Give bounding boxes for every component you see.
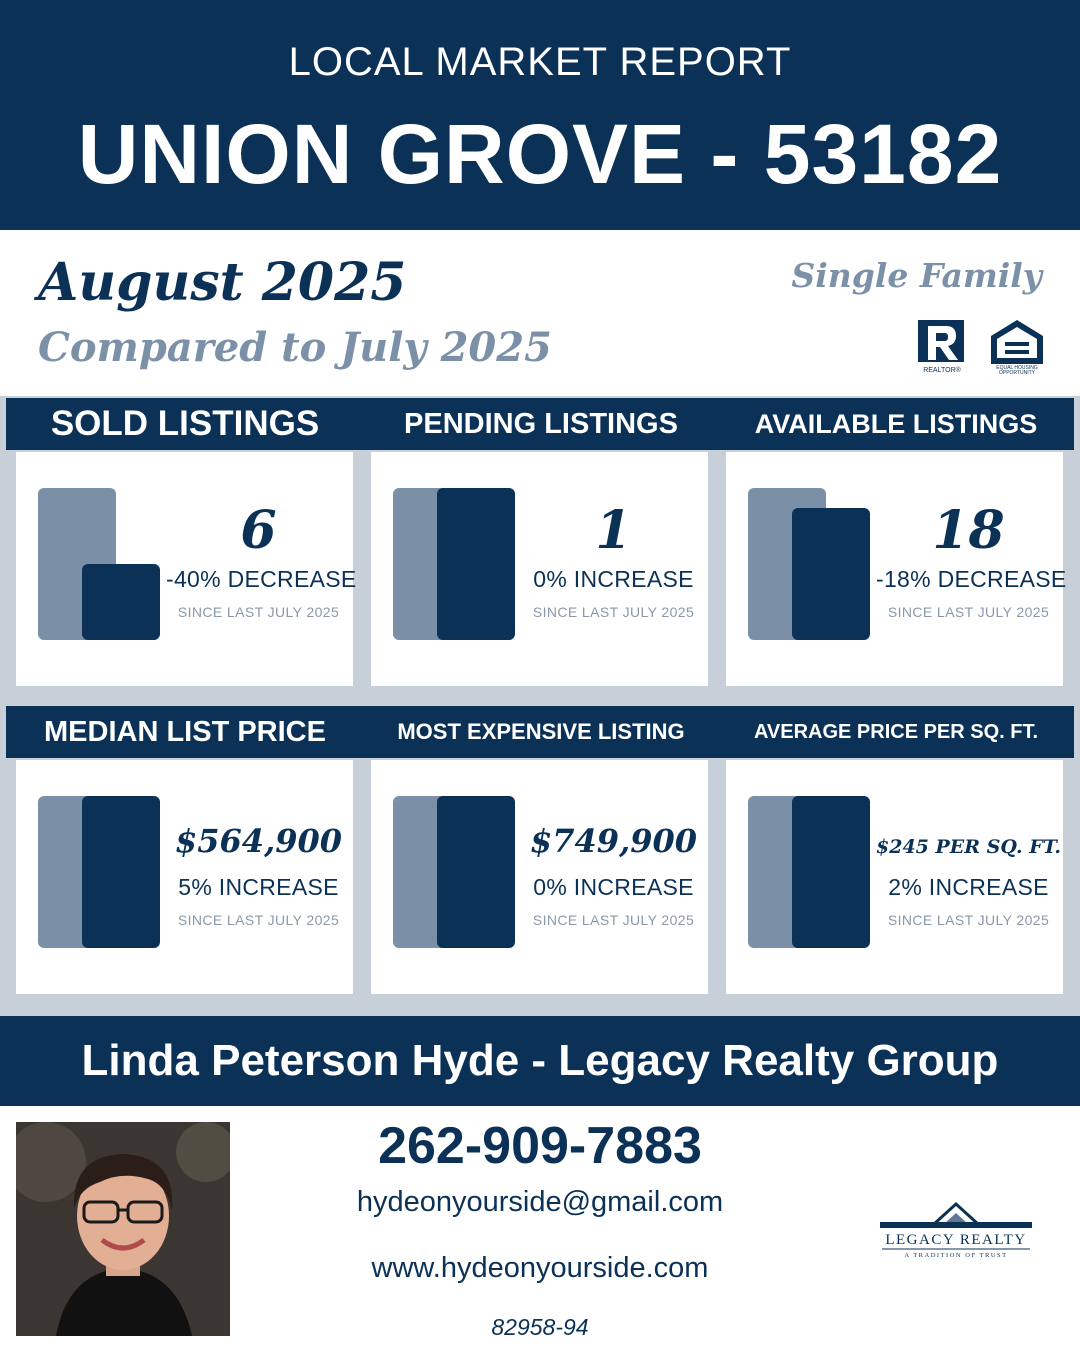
realtor-logo-icon — [916, 318, 972, 374]
agent-phone[interactable]: 262-909-7883 — [378, 1117, 702, 1175]
sqft-current-bar — [792, 796, 870, 948]
available-current-bar — [792, 508, 870, 640]
report-month: August 2025 — [38, 252, 407, 313]
stats-band — [0, 396, 1080, 1016]
legacy-realty-logo-icon — [878, 1200, 1034, 1260]
sold-listings-value: 6 — [240, 500, 277, 561]
avg-price-sqft-title: AVERAGE PRICE PER SQ. FT. — [753, 721, 1039, 743]
median-list-price-card — [16, 760, 353, 994]
realtor-logo-text: REALTOR® — [923, 367, 961, 374]
stats-row1-header — [6, 398, 1074, 450]
report-city-title: UNION GROVE - 53182 — [77, 107, 1003, 201]
median-current-bar — [82, 796, 160, 948]
sold-listings-card — [16, 452, 357, 686]
sold-listings-title: SOLD LISTINGS — [50, 404, 320, 443]
most-expensive-listing-since: SINCE LAST JULY 2025 — [532, 912, 695, 928]
agent-website[interactable]: www.hydeonyourside.com — [371, 1252, 709, 1284]
available-listings-card — [726, 452, 1067, 686]
available-listings-change: -18% DECREASE — [876, 566, 1067, 592]
pending-listings-card — [371, 452, 708, 686]
pending-listings-since: SINCE LAST JULY 2025 — [532, 604, 695, 620]
comparison-period: Compared to July 2025 — [38, 324, 552, 371]
brokerage-tagline: A TRADITION OF TRUST — [904, 1252, 1008, 1259]
agent-banner: Linda Peterson Hyde - Legacy Realty Group — [0, 1016, 1080, 1106]
most-expensive-listing-title: MOST EXPENSIVE LISTING — [397, 719, 685, 744]
pending-listings-change: 0% INCREASE — [533, 566, 694, 592]
median-list-price-change: 5% INCREASE — [178, 874, 339, 900]
agent-portrait-icon — [16, 1122, 230, 1336]
property-type: Single Family — [791, 256, 1042, 295]
avg-price-sqft-card — [726, 760, 1063, 994]
equal-housing-icon — [988, 318, 1046, 374]
most-expensive-listing-value: $749,900 — [530, 822, 697, 860]
report-header — [0, 0, 1080, 230]
pending-listings-value: 1 — [595, 500, 632, 561]
most-expensive-listing-change: 0% INCREASE — [533, 874, 694, 900]
sold-listings-change: -40% DECREASE — [166, 566, 357, 592]
median-list-price-value: $564,900 — [175, 822, 342, 860]
sold-current-bar — [82, 564, 160, 640]
agent-license-number: 82958-94 — [491, 1314, 589, 1340]
avg-price-sqft-since: SINCE LAST JULY 2025 — [887, 912, 1050, 928]
available-listings-since: SINCE LAST JULY 2025 — [887, 604, 1050, 620]
expensive-current-bar — [437, 796, 515, 948]
available-listings-value: 18 — [932, 500, 1005, 561]
sold-listings-since: SINCE LAST JULY 2025 — [177, 604, 340, 620]
equal-housing-text-1: EQUAL HOUSING — [996, 365, 1038, 371]
stats-row2-header — [6, 706, 1074, 758]
agent-photo — [16, 1122, 230, 1336]
median-list-price-title: MEDIAN LIST PRICE — [44, 716, 326, 748]
report-eyebrow: LOCAL MARKET REPORT — [288, 40, 792, 84]
agent-email[interactable]: hydeonyourside@gmail.com — [356, 1186, 724, 1218]
median-list-price-since: SINCE LAST JULY 2025 — [177, 912, 340, 928]
pending-listings-title: PENDING LISTINGS — [404, 408, 678, 440]
avg-price-sqft-value: $245 PER SQ. FT. — [876, 836, 1062, 858]
most-expensive-listing-card — [371, 760, 708, 994]
available-listings-title: AVAILABLE LISTINGS — [754, 409, 1038, 439]
brokerage-name: LEGACY REALTY — [885, 1232, 1027, 1248]
equal-housing-text-2: OPPORTUNITY — [998, 370, 1036, 374]
avg-price-sqft-change: 2% INCREASE — [888, 874, 1049, 900]
pending-current-bar — [437, 488, 515, 640]
